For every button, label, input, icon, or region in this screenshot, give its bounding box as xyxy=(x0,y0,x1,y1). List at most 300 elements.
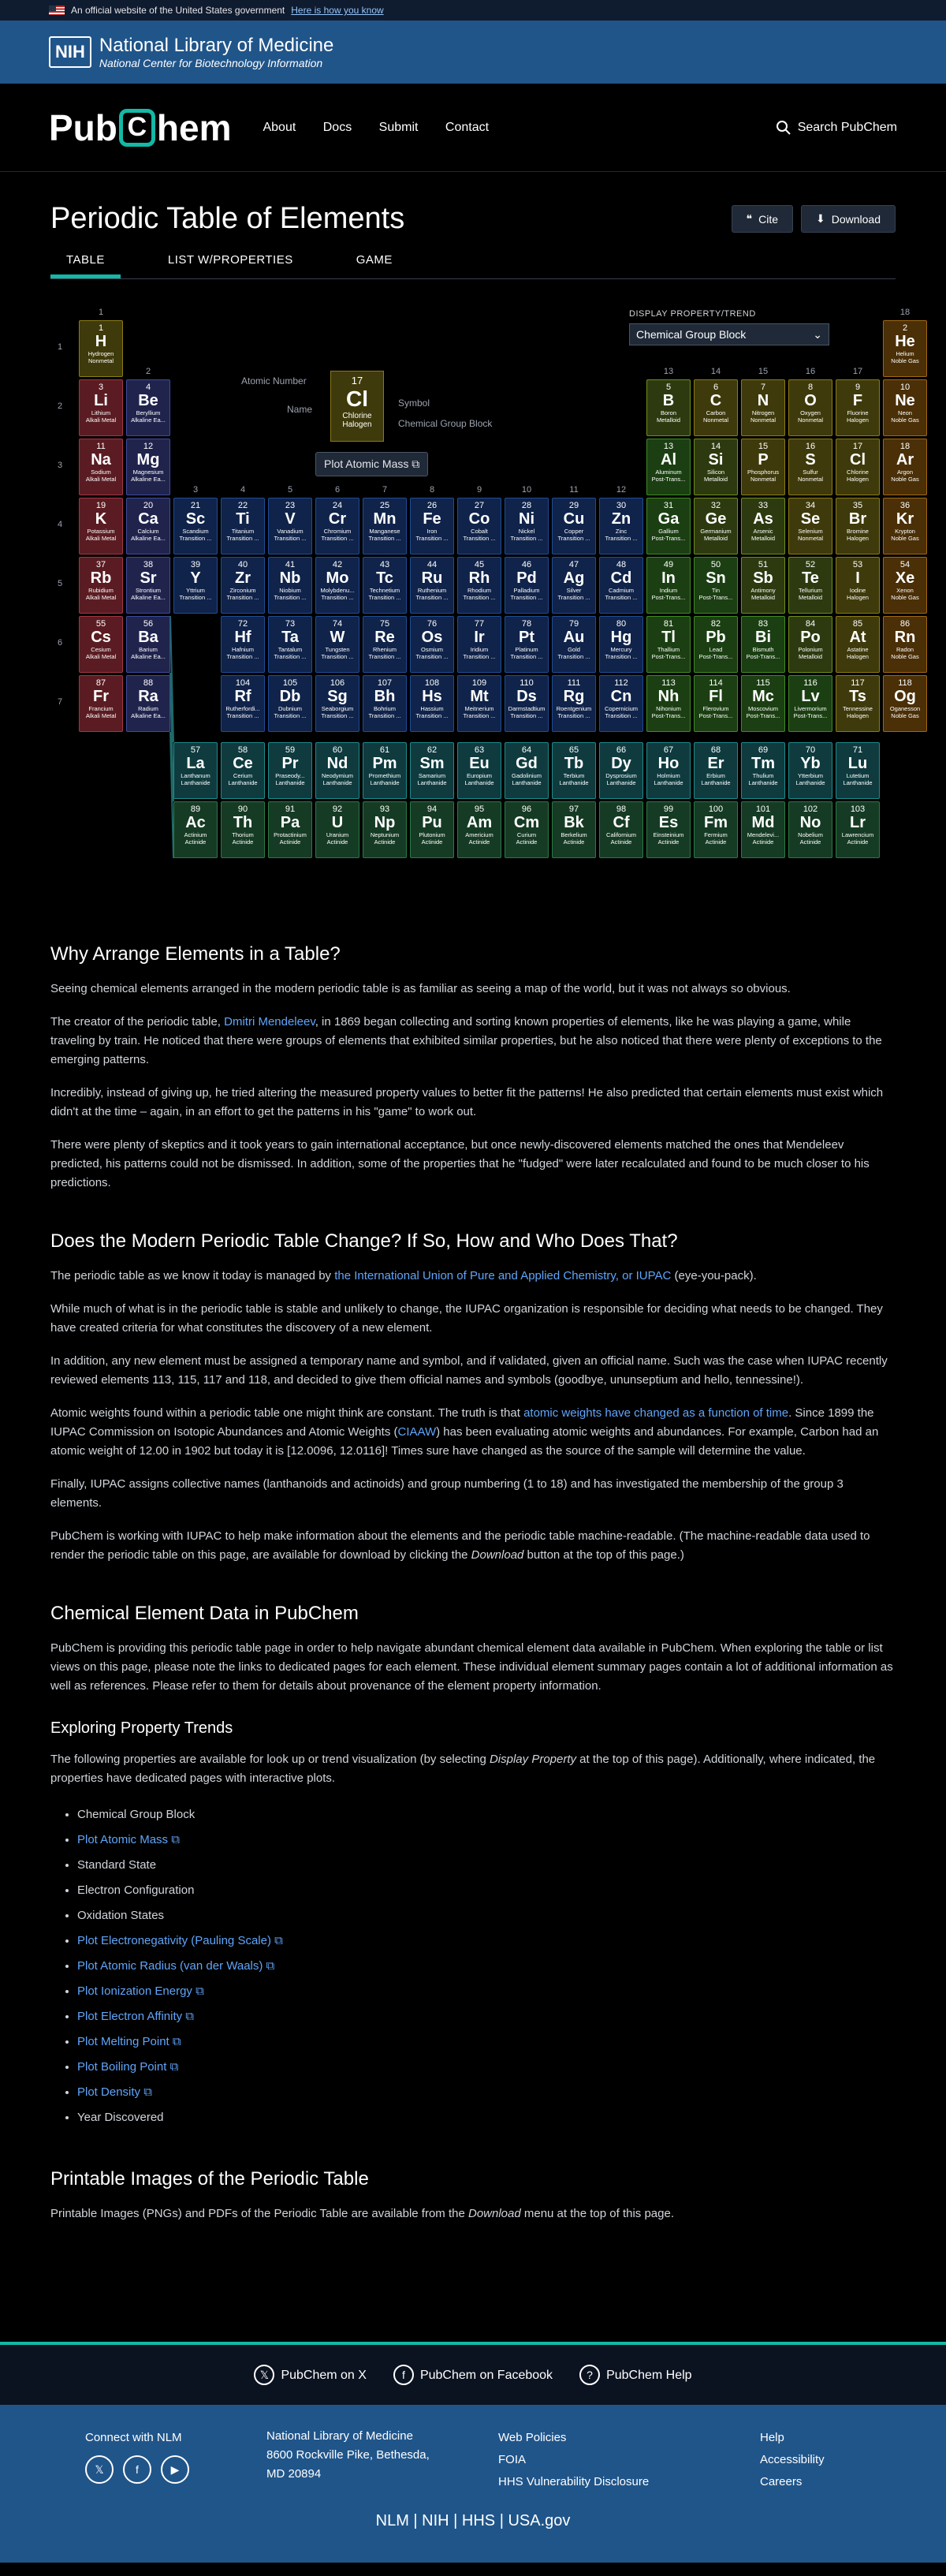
tab-list[interactable]: LIST W/PROPERTIES xyxy=(167,253,293,267)
element-se[interactable] xyxy=(788,498,832,554)
legend-element-key xyxy=(330,371,384,442)
element-rf[interactable] xyxy=(221,675,265,732)
label: PubChem on X xyxy=(281,2369,367,2382)
element-n[interactable] xyxy=(741,379,785,436)
element-be[interactable] xyxy=(126,379,170,436)
pubchem-logo[interactable] xyxy=(49,106,231,149)
element-nh[interactable] xyxy=(646,675,691,732)
element-symbol: Cr xyxy=(328,510,347,528)
iupac-link[interactable]: the International Union of Pure and Applied Chemistry, or IUPAC xyxy=(334,1269,672,1282)
external-link-icon: ⧉ xyxy=(182,2010,195,2023)
element-number: 6 xyxy=(713,383,719,392)
element-number: 28 xyxy=(521,501,532,510)
connect-label: Connect with NLM xyxy=(85,2431,182,2444)
element-sg[interactable] xyxy=(315,675,359,732)
element-at[interactable] xyxy=(836,616,880,673)
element-co[interactable] xyxy=(457,498,501,554)
element-number: 109 xyxy=(471,678,487,688)
element-name: Holmium xyxy=(657,772,680,779)
element-group: Transition ... xyxy=(274,535,307,542)
element-y[interactable] xyxy=(173,557,218,614)
element-group: Actinide xyxy=(279,838,301,846)
element-group: Actinide xyxy=(847,838,869,846)
element-es[interactable] xyxy=(646,801,691,858)
plot-link[interactable]: Plot Electronegativity (Pauling Scale) xyxy=(77,1934,271,1947)
element-fm[interactable] xyxy=(694,801,738,858)
paragraph xyxy=(50,1267,896,1286)
element-xe[interactable] xyxy=(883,557,927,614)
element-rn[interactable] xyxy=(883,616,927,673)
footer-link[interactable]: FOIA xyxy=(498,2453,527,2466)
element-ra[interactable] xyxy=(126,675,170,732)
property-item[interactable] xyxy=(77,1827,896,1853)
element-ir[interactable] xyxy=(457,616,501,673)
element-name: Lawrencium xyxy=(841,831,874,838)
element-group: Actinide xyxy=(421,838,443,846)
element-v[interactable] xyxy=(268,498,312,554)
element-sr[interactable] xyxy=(126,557,170,614)
element-number: 3 xyxy=(98,383,104,392)
element-ba[interactable] xyxy=(126,616,170,673)
element-name: Radon xyxy=(896,646,914,653)
element-mn[interactable] xyxy=(363,498,407,554)
element-number: 19 xyxy=(95,501,106,510)
element-b[interactable] xyxy=(646,379,691,436)
element-f[interactable] xyxy=(836,379,880,436)
element-group: Transition ... xyxy=(557,712,590,719)
element-symbol: Ir xyxy=(474,629,485,646)
plot-atomic-mass-button[interactable] xyxy=(315,452,428,476)
element-number: 81 xyxy=(663,619,674,629)
element-fr[interactable] xyxy=(79,675,123,732)
element-ds[interactable] xyxy=(505,675,549,732)
element-cm[interactable] xyxy=(505,801,549,858)
element-po[interactable] xyxy=(788,616,832,673)
element-au[interactable] xyxy=(552,616,596,673)
element-md[interactable] xyxy=(741,801,785,858)
plot-link[interactable]: Plot Ionization Energy xyxy=(77,1984,192,1998)
mendeleev-link[interactable]: Dmitri Mendeleev xyxy=(224,1015,315,1029)
element-group: Transition ... xyxy=(415,653,449,660)
element-symbol: Br xyxy=(848,510,867,528)
element-o[interactable] xyxy=(788,379,832,436)
property-item[interactable] xyxy=(77,2080,896,2105)
property-item[interactable] xyxy=(77,1979,896,2004)
nav-docs[interactable]: Docs xyxy=(322,120,352,134)
element-ts[interactable] xyxy=(836,675,880,732)
pubchem-facebook-link[interactable] xyxy=(393,2365,553,2385)
element-symbol: F xyxy=(852,392,863,409)
plot-link[interactable]: Plot Melting Point xyxy=(77,2035,169,2048)
download-label: Download xyxy=(831,212,881,226)
element-name: Helium xyxy=(896,350,914,357)
element-symbol: I xyxy=(855,569,860,587)
element-name: Germanium xyxy=(700,528,732,535)
paragraph: While much of what is in the periodic table is stable and unlikely to change, the IUPAC organization is responsible for deciding what needs to be changed. They have created criteria for what constitutes the discovery of a new element. xyxy=(50,1302,883,1335)
element-number: 73 xyxy=(285,619,296,629)
element-symbol: Ho xyxy=(657,755,680,772)
element-name: Moscovium xyxy=(748,705,778,712)
element-number: 70 xyxy=(805,745,816,755)
element-th[interactable] xyxy=(221,801,265,858)
element-symbol: Nb xyxy=(279,569,301,587)
element-he[interactable] xyxy=(883,320,927,377)
element-symbol: Tl xyxy=(661,629,676,646)
element-zr[interactable] xyxy=(221,557,265,614)
nih-logo[interactable]: NIH xyxy=(49,36,91,68)
element-tb[interactable] xyxy=(552,742,596,799)
element-symbol: Cu xyxy=(563,510,585,528)
element-name: Sodium xyxy=(91,469,111,476)
element-symbol: H xyxy=(95,333,107,350)
youtube-icon[interactable]: ▶ xyxy=(161,2455,189,2484)
element-symbol: Cl xyxy=(850,451,866,469)
element-pb[interactable] xyxy=(694,616,738,673)
element-number: 43 xyxy=(379,560,390,569)
element-group: Lanthanide xyxy=(606,779,636,786)
element-sn[interactable] xyxy=(694,557,738,614)
element-no[interactable] xyxy=(788,801,832,858)
element-group: Nonmetal xyxy=(750,476,777,483)
element-cd[interactable] xyxy=(599,557,643,614)
element-symbol: At xyxy=(849,629,866,646)
element-sb[interactable] xyxy=(741,557,785,614)
element-tc[interactable] xyxy=(363,557,407,614)
element-name: Iodine xyxy=(849,587,866,594)
element-name: Hassium xyxy=(420,705,444,712)
element-symbol: Al xyxy=(661,451,676,469)
element-group: Post-Trans... xyxy=(651,712,686,719)
property-item[interactable] xyxy=(77,1954,896,1979)
element-lr[interactable] xyxy=(836,801,880,858)
element-name: Palladium xyxy=(513,587,540,594)
element-name: Darmstadtium xyxy=(508,705,546,712)
element-number: 18 xyxy=(899,442,911,451)
element-ag[interactable] xyxy=(552,557,596,614)
element-rg[interactable] xyxy=(552,675,596,732)
element-k[interactable] xyxy=(79,498,123,554)
plot-link[interactable]: Plot Electron Affinity xyxy=(77,2010,183,2023)
heading-data: Chemical Element Data in PubChem xyxy=(50,1603,359,1624)
element-cu[interactable] xyxy=(552,498,596,554)
element-nb[interactable] xyxy=(268,557,312,614)
element-ge[interactable] xyxy=(694,498,738,554)
how-you-know-link[interactable]: Here is how you know xyxy=(291,5,384,16)
element-ru[interactable] xyxy=(410,557,454,614)
element-symbol: Ni xyxy=(519,510,534,528)
element-ar[interactable] xyxy=(883,439,927,495)
footer-link[interactable]: Web Policies xyxy=(498,2431,567,2444)
element-pt[interactable] xyxy=(505,616,549,673)
element-group: Transition ... xyxy=(557,535,590,542)
external-link-icon: ⧉ xyxy=(169,2035,181,2048)
element-rh[interactable] xyxy=(457,557,501,614)
element-name: Einsteinium xyxy=(653,831,684,838)
legend-name: Chlorine xyxy=(342,412,372,420)
tab-table[interactable]: TABLE xyxy=(50,253,121,278)
element-group: Lanthanide xyxy=(275,779,305,786)
element-name: Hafnium xyxy=(232,646,254,653)
element-symbol: Og xyxy=(894,688,916,705)
element-number: 53 xyxy=(852,560,863,569)
nlm-address-name[interactable]: National Library of Medicine xyxy=(266,2429,413,2443)
element-ac[interactable] xyxy=(173,801,218,858)
facebook-icon[interactable]: f xyxy=(123,2455,151,2484)
element-cr[interactable] xyxy=(315,498,359,554)
element-bh[interactable] xyxy=(363,675,407,732)
element-am[interactable] xyxy=(457,801,501,858)
property-item[interactable] xyxy=(77,1928,896,1954)
element-cs[interactable] xyxy=(79,616,123,673)
element-group: Metalloid xyxy=(750,594,775,601)
element-name: Dubnium xyxy=(277,705,302,712)
element-i[interactable] xyxy=(836,557,880,614)
element-name: Gallium xyxy=(658,528,679,535)
element-number: 116 xyxy=(803,678,818,688)
element-fe[interactable] xyxy=(410,498,454,554)
element-in[interactable] xyxy=(646,557,691,614)
element-na[interactable] xyxy=(79,439,123,495)
property-item[interactable] xyxy=(77,2055,896,2080)
periodic-table xyxy=(50,298,921,905)
element-group: Lanthanide xyxy=(654,779,683,786)
element-symbol: Hg xyxy=(610,629,632,646)
element-name: Rutherfordi... xyxy=(225,705,260,712)
element-te[interactable] xyxy=(788,557,832,614)
element-symbol: Ac xyxy=(185,814,206,831)
element-name: Tellurium xyxy=(798,587,822,594)
element-symbol: Te xyxy=(802,569,819,587)
property-item[interactable] xyxy=(77,2004,896,2029)
element-mo[interactable] xyxy=(315,557,359,614)
element-number: 84 xyxy=(805,619,816,629)
group-number: 9 xyxy=(476,485,482,495)
element-number: 32 xyxy=(710,501,721,510)
element-eu[interactable] xyxy=(457,742,501,799)
element-symbol: P xyxy=(758,451,769,469)
element-as[interactable] xyxy=(741,498,785,554)
footer-agency-links[interactable]: NLM | NIH | HHS | USA.gov xyxy=(375,2512,571,2529)
element-symbol: Y xyxy=(190,569,201,587)
element-cl[interactable] xyxy=(836,439,880,495)
element-ti[interactable] xyxy=(221,498,265,554)
element-cf[interactable] xyxy=(599,801,643,858)
plot-link[interactable]: Plot Density xyxy=(77,2085,141,2099)
footer-link[interactable]: Accessibility xyxy=(760,2453,825,2466)
element-re[interactable] xyxy=(363,616,407,673)
footer-link[interactable]: Careers xyxy=(760,2475,803,2488)
property-item[interactable] xyxy=(77,2029,896,2055)
display-property-select[interactable] xyxy=(629,323,829,345)
element-hg[interactable] xyxy=(599,616,643,673)
plot-link[interactable]: Plot Atomic Mass xyxy=(77,1833,169,1846)
pubchem-help-link[interactable] xyxy=(579,2365,692,2385)
element-group: Transition ... xyxy=(321,535,354,542)
element-al[interactable] xyxy=(646,439,691,495)
nav-submit[interactable]: Submit xyxy=(378,120,419,134)
element-pa[interactable] xyxy=(268,801,312,858)
element-number: 10 xyxy=(899,383,911,392)
element-ta[interactable] xyxy=(268,616,312,673)
element-os[interactable] xyxy=(410,616,454,673)
element-ce[interactable] xyxy=(221,742,265,799)
element-yb[interactable] xyxy=(788,742,832,799)
element-name: Lead xyxy=(709,646,723,653)
element-name: Sulfur xyxy=(803,469,818,476)
element-name: Vanadium xyxy=(277,528,304,535)
element-symbol: No xyxy=(799,814,821,831)
search-pubchem-button[interactable] xyxy=(776,120,897,136)
element-er[interactable] xyxy=(694,742,738,799)
element-u[interactable] xyxy=(315,801,359,858)
element-li[interactable] xyxy=(79,379,123,436)
element-number: 117 xyxy=(851,678,865,688)
element-group: Transition ... xyxy=(605,653,638,660)
element-hs[interactable] xyxy=(410,675,454,732)
element-fl[interactable] xyxy=(694,675,738,732)
element-group: Post-Trans... xyxy=(651,653,686,660)
element-s[interactable] xyxy=(788,439,832,495)
element-group: Transition ... xyxy=(368,653,401,660)
element-symbol: Bk xyxy=(564,814,584,831)
element-number: 64 xyxy=(521,745,532,755)
element-name: Indium xyxy=(659,587,678,594)
element-number: 107 xyxy=(377,678,393,688)
element-ne[interactable] xyxy=(883,379,927,436)
element-symbol: Xe xyxy=(895,569,915,587)
element-number: 110 xyxy=(520,678,534,688)
text: (eye-you-pack). xyxy=(671,1269,757,1282)
element-pr[interactable] xyxy=(268,742,312,799)
element-name: Selenium xyxy=(798,528,823,535)
element-cn[interactable] xyxy=(599,675,643,732)
element-gd[interactable] xyxy=(505,742,549,799)
download-button[interactable] xyxy=(801,205,896,233)
element-number: 90 xyxy=(237,805,248,814)
group-number: 8 xyxy=(429,485,435,495)
element-symbol: Bh xyxy=(374,688,396,705)
element-si[interactable] xyxy=(694,439,738,495)
element-bk[interactable] xyxy=(552,801,596,858)
element-h[interactable] xyxy=(79,320,123,377)
element-ca[interactable] xyxy=(126,498,170,554)
x-icon[interactable]: 𝕏 xyxy=(85,2455,114,2484)
element-group: Transition ... xyxy=(510,712,543,719)
element-symbol: N xyxy=(757,392,769,409)
element-bi[interactable] xyxy=(741,616,785,673)
element-number: 38 xyxy=(143,560,154,569)
gov-banner-text: An official website of the United States government xyxy=(71,5,285,16)
element-sc[interactable] xyxy=(173,498,218,554)
element-group: Transition ... xyxy=(274,594,307,601)
element-w[interactable] xyxy=(315,616,359,673)
element-nd[interactable] xyxy=(315,742,359,799)
element-la[interactable] xyxy=(173,742,218,799)
element-number: 118 xyxy=(898,678,912,688)
paragraph xyxy=(50,2205,896,2223)
element-hf[interactable] xyxy=(221,616,265,673)
element-np[interactable] xyxy=(363,801,407,858)
element-ho[interactable] xyxy=(646,742,691,799)
period-number: 2 xyxy=(57,401,63,411)
element-rb[interactable] xyxy=(79,557,123,614)
element-pu[interactable] xyxy=(410,801,454,858)
element-name: Cadmium xyxy=(608,587,635,594)
element-og[interactable] xyxy=(883,675,927,732)
element-symbol: Zn xyxy=(611,510,631,528)
element-symbol: C xyxy=(710,392,722,409)
element-tm[interactable] xyxy=(741,742,785,799)
element-group: Lanthanide xyxy=(559,779,589,786)
element-group: Lanthanide xyxy=(370,779,400,786)
element-name: Beryllium xyxy=(136,409,161,416)
element-symbol: Ca xyxy=(138,510,158,528)
element-number: 59 xyxy=(285,745,296,755)
element-sm[interactable] xyxy=(410,742,454,799)
element-p[interactable] xyxy=(741,439,785,495)
nav-about[interactable]: About xyxy=(263,120,296,134)
element-name: Carbon xyxy=(706,409,726,416)
nav-contact[interactable]: Contact xyxy=(445,120,490,134)
element-mg[interactable] xyxy=(126,439,170,495)
footer-link[interactable]: Help xyxy=(760,2431,784,2444)
element-pd[interactable] xyxy=(505,557,549,614)
element-symbol: Rh xyxy=(468,569,490,587)
element-symbol: Cf xyxy=(613,814,630,831)
element-lv[interactable] xyxy=(788,675,832,732)
element-zn[interactable] xyxy=(599,498,643,554)
element-lu[interactable] xyxy=(836,742,880,799)
element-pm[interactable] xyxy=(363,742,407,799)
period-number: 6 xyxy=(57,638,63,648)
nlm-title[interactable] xyxy=(99,35,333,69)
element-symbol: Pt xyxy=(519,629,534,646)
element-symbol: Sg xyxy=(327,688,348,705)
element-symbol: Kr xyxy=(896,510,914,528)
plot-link[interactable]: Plot Atomic Radius (van der Waals) xyxy=(77,1959,263,1973)
element-db[interactable] xyxy=(268,675,312,732)
element-ni[interactable] xyxy=(505,498,549,554)
element-number: 34 xyxy=(805,501,816,510)
element-br[interactable] xyxy=(836,498,880,554)
atomic-weights-link[interactable]: atomic weights have changed as a function of time xyxy=(523,1406,789,1420)
element-mc[interactable] xyxy=(741,675,785,732)
ciaaw-link[interactable]: CIAAW xyxy=(397,1425,437,1439)
element-c[interactable] xyxy=(694,379,738,436)
element-dy[interactable] xyxy=(599,742,643,799)
element-mt[interactable] xyxy=(457,675,501,732)
paragraph xyxy=(50,1527,896,1565)
element-number: 62 xyxy=(426,745,438,755)
element-number: 29 xyxy=(568,501,579,510)
element-symbol: Lv xyxy=(801,688,820,705)
element-number: 25 xyxy=(379,501,390,510)
element-symbol: Lr xyxy=(850,814,866,831)
element-ga[interactable] xyxy=(646,498,691,554)
plot-link[interactable]: Plot Boiling Point xyxy=(77,2060,167,2074)
external-link-icon: ⧉ xyxy=(166,2060,179,2074)
cite-button[interactable] xyxy=(732,205,793,233)
element-tl[interactable] xyxy=(646,616,691,673)
tab-game[interactable]: GAME xyxy=(356,253,393,267)
element-number: 23 xyxy=(285,501,296,510)
pubchem-x-link[interactable] xyxy=(254,2365,367,2385)
footer-link[interactable]: HHS Vulnerability Disclosure xyxy=(498,2475,650,2488)
element-name: Oganesson xyxy=(889,705,921,712)
element-kr[interactable] xyxy=(883,498,927,554)
element-number: 89 xyxy=(190,805,201,814)
element-group: Transition ... xyxy=(463,712,496,719)
